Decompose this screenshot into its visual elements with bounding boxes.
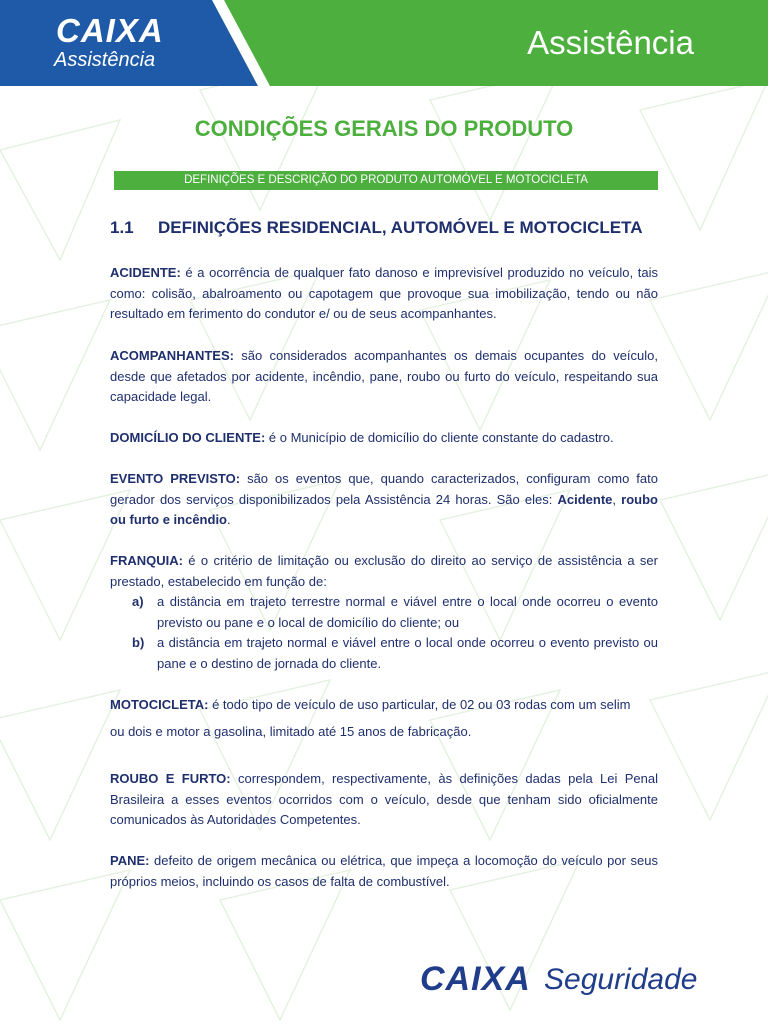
section-heading (110, 219, 643, 236)
definition-domicilio (110, 428, 658, 449)
section-banner: DEFINIÇÕES E DESCRIÇÃO DO PRODUTO AUTOMÓVEL E MOTOCICLETA (114, 171, 658, 190)
list-item (110, 592, 658, 633)
page-title: CONDIÇÕES GERAIS DO PRODUTO (194, 116, 574, 141)
definition-text: é a ocorrência de qualquer fato danoso e imprevisível produzido no veículo, tais como: colisão, abalroamento ou capotagem que provoque sua imobilização, tendo ou não resultado em ferimento do condutor e/ ou de seus acompanhantes. (110, 265, 658, 321)
header-title: Assistência (527, 24, 694, 61)
list-item-text: a distância em trajeto normal e viável entre o local onde ocorreu o evento previsto ou pane e o destino de jornada do cliente. (157, 635, 658, 671)
list-item-text: a distância em trajeto terrestre normal e viável entre o local onde ocorreu o evento previsto ou pane e o local de domicílio do cliente; ou (157, 594, 658, 630)
definition-term: MOTOCICLETA: (110, 697, 209, 712)
caixa-seguridade-logo[interactable]: CAIXA (420, 960, 531, 998)
definition-text: é o critério de limitação ou exclusão do direito ao serviço de assistência a ser prestado, estabelecido em função de: (110, 553, 658, 589)
definition-emphasis: roubo ou furto e incêndio (110, 491, 658, 527)
definition-text: ou dois e motor a gasolina, limitado até 15 anos de fabricação. (110, 724, 472, 739)
definition-term: ROUBO E FURTO: (110, 771, 231, 786)
definition-text: é todo tipo de veículo de uso particular, de 02 ou 03 rodas com um selim (208, 697, 631, 712)
definition-franquia (110, 551, 658, 592)
definition-term: PANE: (110, 853, 150, 868)
definition-text: defeito de origem mecânica ou elétrica, que impeça a locomoção do veículo por seus próprios meios, incluindo os casos de falta de combustível. (110, 853, 658, 889)
definition-motocicleta (110, 695, 658, 716)
list-marker: a) (132, 594, 144, 609)
definition-pane (110, 851, 658, 892)
definition-text: correspondem, respectivamente, às definições dadas pela Lei Penal Brasileira a esses eventos ocorridos com o veículo, desde que tenham sido oficialmente comunicados às Autoridades Competentes. (110, 771, 658, 827)
definition-acompanhantes (110, 346, 658, 408)
section-number: 1.1 (110, 218, 134, 237)
definition-term: ACIDENTE: (110, 265, 181, 280)
definition-separator: , (612, 491, 622, 507)
definition-evento-previsto (110, 469, 658, 531)
franquia-list (110, 592, 658, 674)
list-marker: b) (132, 635, 145, 650)
list-item (110, 633, 658, 674)
definition-emphasis: Acidente (557, 491, 613, 507)
definition-term: DOMICÍLIO DO CLIENTE: (110, 430, 266, 445)
definition-text: são os eventos que, quando caracterizados, configuram como fato gerador dos serviços disponibilizados pela Assistência 24 horas. São eles: (110, 471, 658, 507)
definition-text: são considerados acompanhantes os demais ocupantes do veículo, desde que afetados por acidente, incêndio, pane, roubo ou furto do veículo, respeitando sua capacidade legal. (110, 348, 658, 404)
definition-text: é o Município de domicílio do cliente constante do cadastro. (265, 430, 614, 445)
definition-term: FRANQUIA: (110, 553, 183, 568)
definition-end: . (227, 512, 231, 527)
section-title: DEFINIÇÕES RESIDENCIAL, AUTOMÓVEL E MOTOCICLETA (158, 218, 643, 237)
definition-motocicleta-continued (110, 722, 658, 743)
definition-acidente (110, 263, 658, 325)
definition-term: ACOMPANHANTES: (110, 348, 234, 363)
definition-term: EVENTO PREVISTO: (110, 471, 241, 486)
definition-roubo-furto (110, 769, 658, 831)
caixa-logo[interactable]: CAIXA (56, 12, 164, 49)
caixa-logo-subtitle: Assistência (54, 49, 156, 71)
header-bar (0, 0, 768, 86)
caixa-seguridade-subtitle: Seguridade (544, 963, 698, 996)
